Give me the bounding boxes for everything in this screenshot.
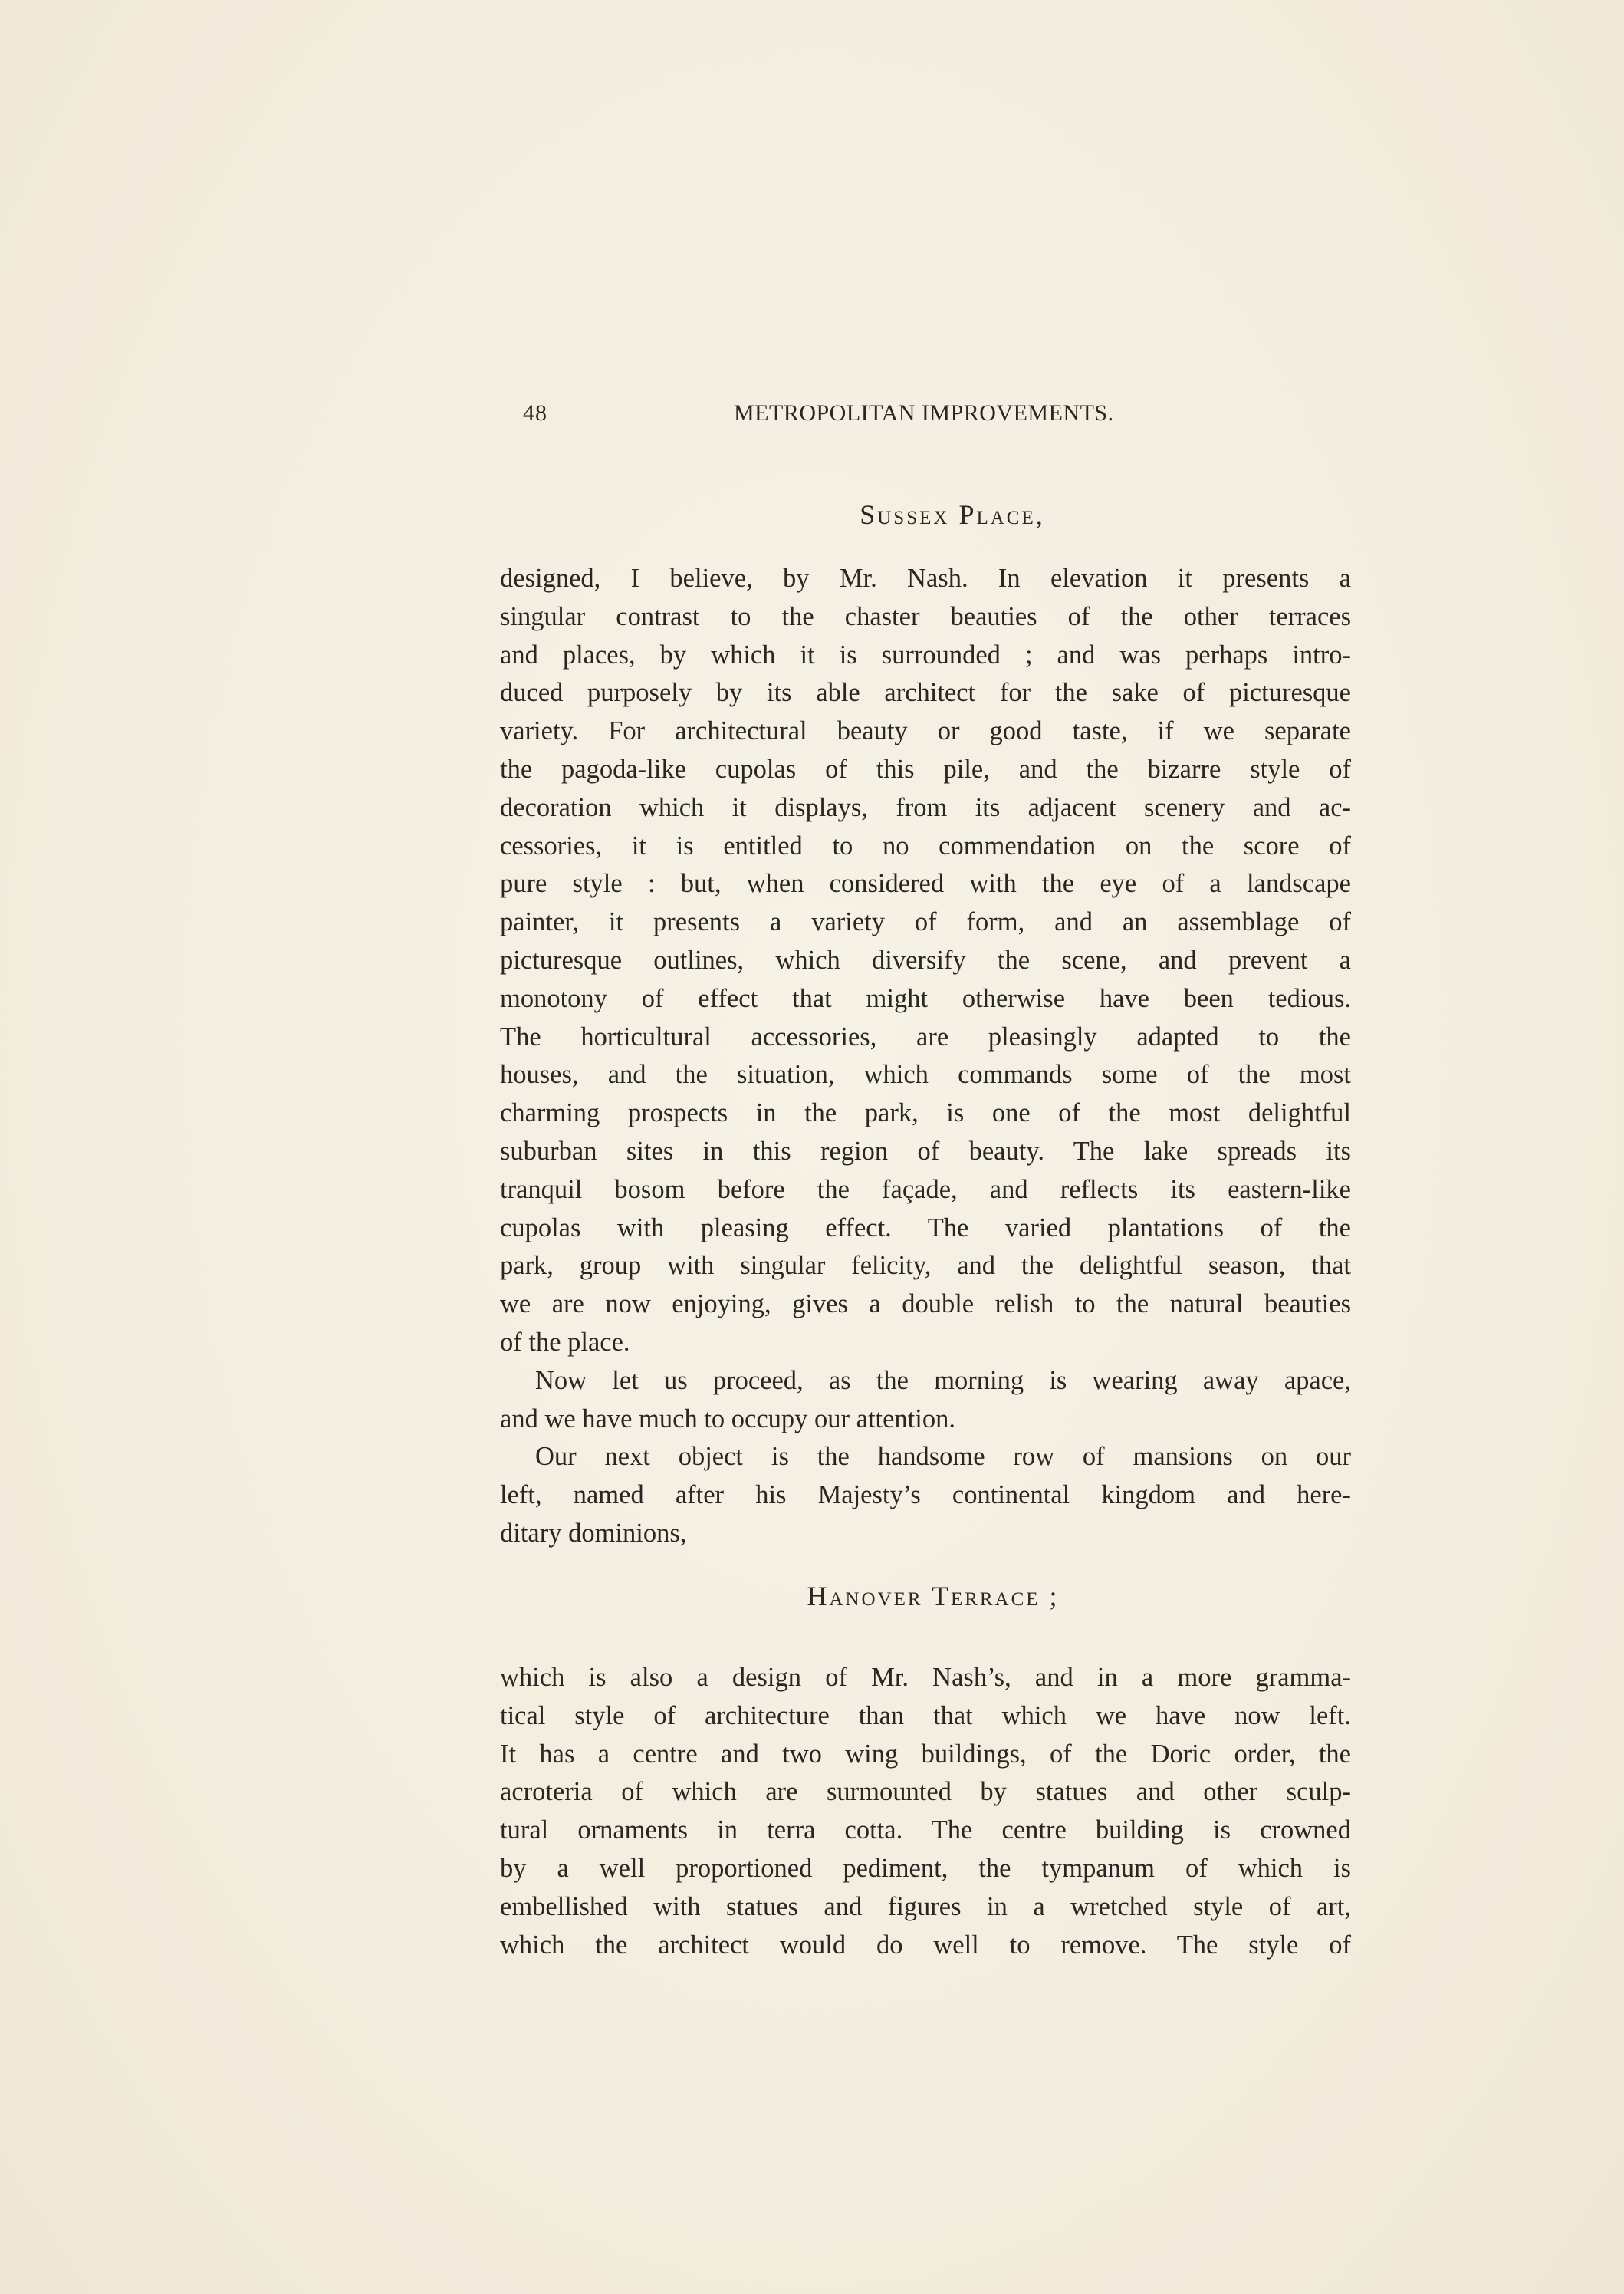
text-line: acroteria of which are surmounted by statues and other sculp- (500, 1777, 1351, 1807)
text-line: suburban sites in this region of beauty. The lake spreads its (500, 1136, 1351, 1166)
text-line: of the place. (500, 1327, 630, 1357)
text-line: park, group with singular felicity, and the delightful season, that (500, 1251, 1351, 1281)
text-line: which the architect would do well to remove. The style of (500, 1930, 1351, 1960)
page-header (500, 400, 1351, 439)
text-line: picturesque outlines, which diversify the scene, and prevent a (500, 945, 1351, 975)
text-line: and places, by which it is surrounded ; and was perhaps intro- (500, 640, 1351, 670)
text-line: The horticultural accessories, are pleasingly adapted to the (500, 1022, 1351, 1052)
text-line: pure style : but, when considered with the eye of a landscape (500, 869, 1351, 899)
section-heading-sussex-place: Sussex Place, (860, 499, 1045, 530)
section-heading-hanover-terrace: Hanover Terrace ; (807, 1581, 1060, 1611)
text-line: cessories, it is entitled to no commendation on the score of (500, 831, 1351, 861)
running-head: METROPOLITAN IMPROVEMENTS. (734, 400, 1114, 426)
page-number: 48 (523, 400, 547, 426)
text-line: by a well proportioned pediment, the tympanum of which is (500, 1853, 1351, 1883)
text-line: variety. For architectural beauty or good taste, if we separate (500, 716, 1351, 746)
text-line: monotony of effect that might otherwise have been tedious. (500, 983, 1351, 1013)
text-line: It has a centre and two wing buildings, of the Doric order, the (500, 1739, 1351, 1769)
section-text-sussex-place (500, 560, 1351, 1553)
text-line: duced purposely by its able architect for the sake of picturesque (500, 678, 1351, 708)
text-line: which is also a design of Mr. Nash’s, and in a more gramma- (500, 1663, 1351, 1692)
text-line: and we have much to occupy our attention. (500, 1404, 955, 1433)
text-line: designed, I believe, by Mr. Nash. In elevation it presents a (500, 564, 1351, 593)
text-line: painter, it presents a variety of form, and an assemblage of (500, 907, 1351, 937)
text-line: tical style of architecture than that which we have now left. (500, 1700, 1351, 1730)
text-line: the pagoda-like cupolas of this pile, and the bizarre style of (500, 754, 1351, 784)
text-line: we are now enjoying, gives a double relish to the natural beauties (500, 1289, 1351, 1319)
text-line: Our next object is the handsome row of mansions on our (535, 1442, 1351, 1472)
text-line: embellished with statues and figures in a wretched style of art, (500, 1891, 1351, 1921)
text-line: Now let us proceed, as the morning is wearing away apace, (535, 1365, 1351, 1395)
text-line: charming prospects in the park, is one of the most delightful (500, 1098, 1351, 1128)
text-line: decoration which it displays, from its adjacent scenery and ac- (500, 792, 1351, 822)
text-line: tranquil bosom before the façade, and reflects its eastern-like (500, 1174, 1351, 1204)
section-text-hanover-terrace (500, 1659, 1351, 1964)
text-line: ditary dominions, (500, 1518, 687, 1548)
text-line: left, named after his Majesty’s continental kingdom and here- (500, 1480, 1351, 1510)
text-line: houses, and the situation, which commands some of the most (500, 1060, 1351, 1090)
text-line: tural ornaments in terra cotta. The centre building is crowned (500, 1815, 1351, 1845)
text-line: cupolas with pleasing effect. The varied plantations of the (500, 1213, 1351, 1242)
text-line: singular contrast to the chaster beauties of the other terraces (500, 601, 1351, 631)
